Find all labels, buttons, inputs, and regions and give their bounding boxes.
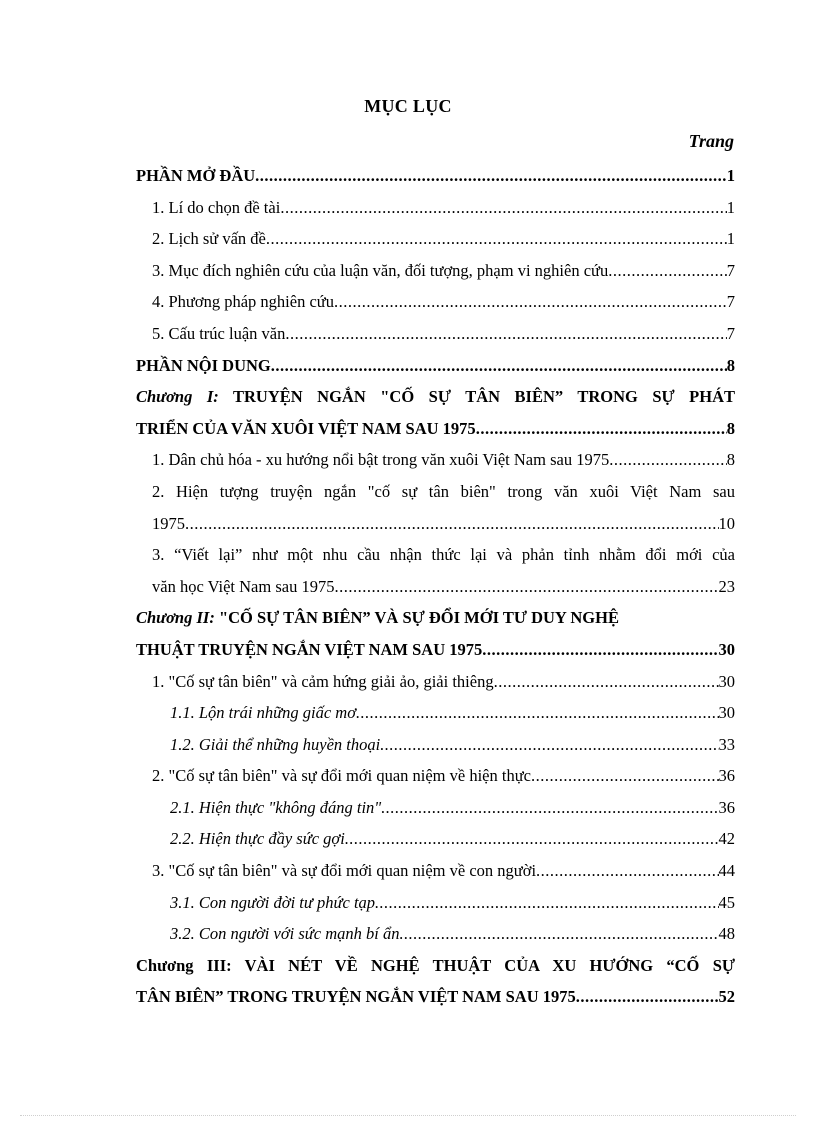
- page-column-label: Trang: [688, 131, 734, 151]
- toc-entry-md1[interactable]: 1. Lí do chọn đề tài ..... 1: [136, 192, 735, 224]
- toc-entry-phan-mo-dau[interactable]: PHẦN MỞ ĐẦU ..... 1: [136, 160, 735, 192]
- toc-entry-ch1-s3-line2[interactable]: văn học Việt Nam sau 1975 ..... 23: [136, 571, 735, 603]
- page-title: MỤC LỤC: [364, 96, 452, 116]
- toc-entry-md5[interactable]: 5. Cấu trúc luận văn ..... 7: [136, 318, 735, 350]
- toc-entry-ch1-s2-line2[interactable]: 1975 ..... 10: [136, 508, 735, 540]
- toc-chapter-3-line1[interactable]: Chương III: VÀI NÉT VỀ NGHỆ THUẬT CỦA XU HƯỚNG “CỐ SỰ: [136, 955, 735, 975]
- toc-entry-ch2-s2-1[interactable]: 2.1. Hiện thực "không đáng tin" ..... 36: [136, 792, 735, 824]
- toc-entry-ch1-s1[interactable]: 1. Dân chủ hóa - xu hướng nổi bật trong văn xuôi Việt Nam sau 1975 ..... 8: [136, 444, 735, 476]
- toc-chapter-2-line2[interactable]: THUẬT TRUYỆN NGẮN VIỆT NAM SAU 1975 ..... 30: [136, 634, 735, 666]
- toc-entry-ch2-s1-1[interactable]: 1.1. Lộn trái những giấc mơ ..... 30: [136, 697, 735, 729]
- toc-entry-ch2-s3[interactable]: 3. "Cố sự tân biên" và sự đổi mới quan niệm về con người ..... 44: [136, 855, 735, 887]
- toc-entry-ch2-s3-1[interactable]: 3.1. Con người đời tư phức tạp ..... 45: [136, 887, 735, 919]
- table-of-contents: [136, 160, 735, 1013]
- toc-entry-phan-noi-dung[interactable]: PHẦN NỘI DUNG ..... 8: [136, 350, 735, 382]
- toc-entry-ch2-s1-2[interactable]: 1.2. Giải thể những huyền thoại ..... 33: [136, 729, 735, 761]
- toc-chapter-1-line2[interactable]: TRIỂN CỦA VĂN XUÔI VIỆT NAM SAU 1975 ..... 8: [136, 413, 735, 445]
- toc-entry-md2[interactable]: 2. Lịch sử vấn đề ..... 1: [136, 223, 735, 255]
- toc-chapter-2-line1[interactable]: Chương II: "CỐ SỰ TÂN BIÊN” VÀ SỰ ĐỔI MỚI TƯ DUY NGHỆ: [136, 608, 619, 628]
- page-bottom-rule: [20, 1115, 796, 1116]
- toc-entry-ch2-s2[interactable]: 2. "Cố sự tân biên" và sự đổi mới quan niệm về hiện thực ..... 36: [136, 760, 735, 792]
- toc-entry-md3[interactable]: 3. Mục đích nghiên cứu của luận văn, đối tượng, phạm vi nghiên cứu ..... 7: [136, 255, 735, 287]
- toc-entry-ch2-s2-2[interactable]: 2.2. Hiện thực đầy sức gợi ..... 42: [136, 823, 735, 855]
- toc-entry-md4[interactable]: 4. Phương pháp nghiên cứu ..... 7: [136, 286, 735, 318]
- toc-entry-ch2-s1[interactable]: 1. "Cố sự tân biên" và cảm hứng giải ảo, giải thiêng ..... 30: [136, 666, 735, 698]
- toc-chapter-1-line1[interactable]: Chương I: TRUYỆN NGẮN "CỐ SỰ TÂN BIÊN” TRONG SỰ PHÁT: [136, 387, 736, 407]
- toc-entry-ch1-s3-line1[interactable]: 3. “Viết lại” như một nhu cầu nhận thức lại và phản tỉnh nhằm đổi mới của: [152, 545, 735, 565]
- toc-entry-ch1-s2-line1[interactable]: 2. Hiện tượng truyện ngắn "cố sự tân biên" trong văn xuôi Việt Nam sau: [152, 481, 735, 501]
- toc-chapter-3-line2[interactable]: TÂN BIÊN” TRONG TRUYỆN NGẮN VIỆT NAM SAU 1975 ..... 52: [136, 981, 735, 1013]
- toc-entry-ch2-s3-2[interactable]: 3.2. Con người với sức mạnh bí ẩn ..... 48: [136, 918, 735, 950]
